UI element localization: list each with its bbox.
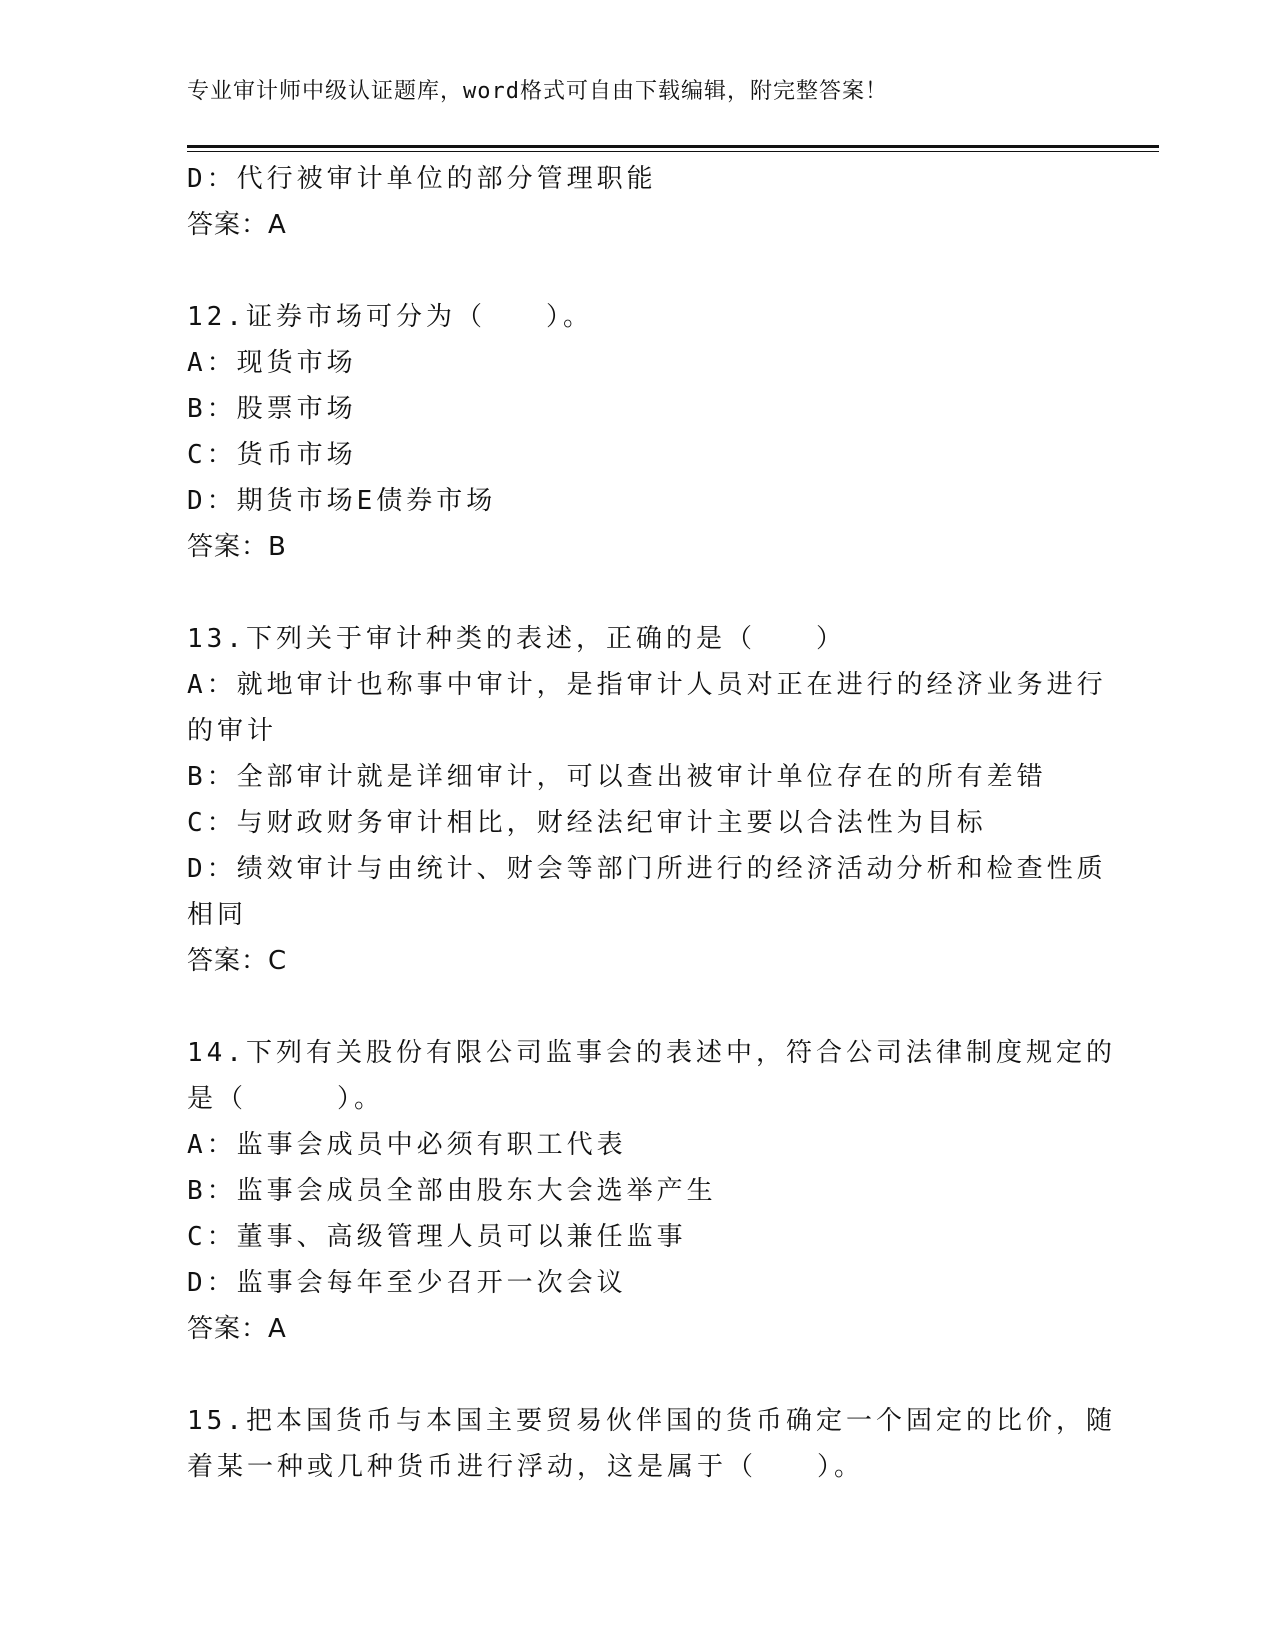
question-13-option-b: B：全部审计就是详细审计，可以查出被审计单位存在的所有差错 [187,762,1047,792]
question-14-option-a: A：监事会成员中必须有职工代表 [187,1130,627,1160]
question-13-answer: 答案：C [187,946,288,976]
document-body [187,156,1116,1490]
question-14-stem-cont: 是（ ）。 [187,1084,385,1114]
question-12-option-b: B：股票市场 [187,394,357,424]
question-12-option-a: A：现货市场 [187,348,357,378]
spacer [187,1352,1087,1398]
spacer [187,248,1087,294]
question-15-stem-cont: 着某一种或几种货币进行浮动，这是属于（ ）。 [187,1452,865,1482]
question-14-option-b: B：监事会成员全部由股东大会选举产生 [187,1176,717,1206]
header-rule-thin [187,151,1159,152]
question-15-stem: 15.把本国货币与本国主要贸易伙伴国的货币确定一个固定的比价，随 [187,1406,1116,1436]
carryover-option-d: D：代行被审计单位的部分管理职能 [187,164,657,194]
question-13-option-a: A：就地审计也称事中审计，是指审计人员对正在进行的经济业务进行 [187,670,1107,700]
question-14-answer: 答案：A [187,1314,287,1344]
question-13-option-d: D：绩效审计与由统计、财会等部门所进行的经济活动分析和检查性质 [187,854,1107,884]
carryover-answer: 答案：A [187,210,287,240]
question-13-stem: 13.下列关于审计种类的表述，正确的是（ ） [187,624,846,654]
question-12-stem: 12.证券市场可分为（ ）。 [187,302,593,332]
header-rule-thick [187,145,1159,148]
spacer [187,984,1087,1030]
question-12-option-d: D：期货市场E债券市场 [187,486,497,516]
question-12-option-c: C：货币市场 [187,440,357,470]
question-14-stem: 14.下列有关股份有限公司监事会的表述中，符合公司法律制度规定的 [187,1038,1116,1068]
question-13-option-c: C：与财政财务审计相比，财经法纪审计主要以合法性为目标 [187,808,987,838]
question-14-option-d: D：监事会每年至少召开一次会议 [187,1268,627,1298]
spacer [187,570,1087,616]
question-13-option-d-cont: 相同 [187,900,248,930]
question-12-answer: 答案：B [187,532,287,562]
page-header: 专业审计师中级认证题库，word格式可自由下载编辑，附完整答案！ [187,79,888,104]
question-14-option-c: C：董事、高级管理人员可以兼任监事 [187,1222,687,1252]
question-13-option-a-cont: 的审计 [187,716,278,746]
